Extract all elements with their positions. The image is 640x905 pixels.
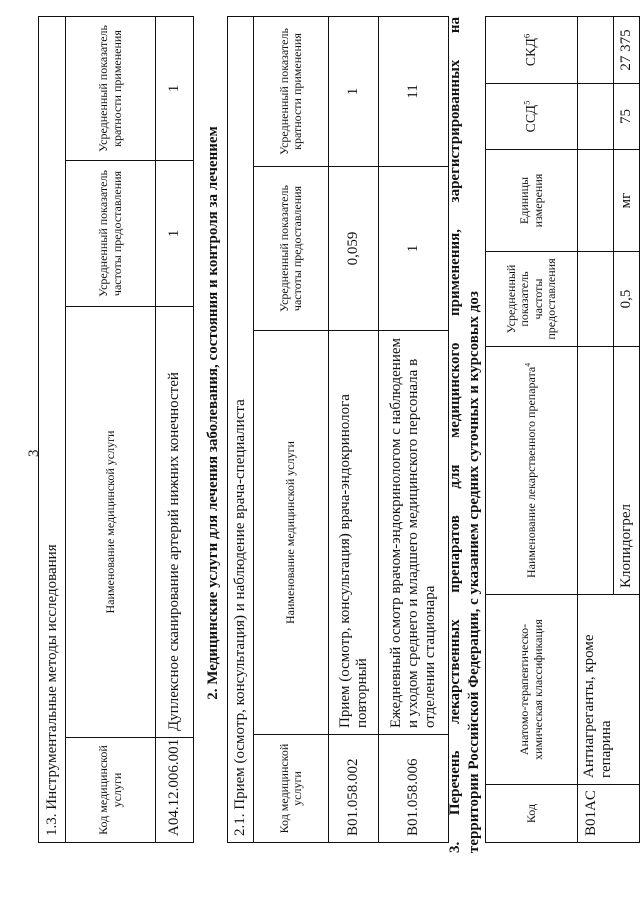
section-3-title-line2: территории Российской Федерации, с указанием средних суточных и курсовых доз xyxy=(466,291,482,853)
col-header-frequency: Усредненный показатель частоты предоставления xyxy=(66,161,156,307)
atc-group-name: Антиагреганты, кроме гепарина xyxy=(578,595,640,785)
section-2-title: 2. Медицинские услуги для лечения заболевания, состояния и контроля за лечением xyxy=(205,126,221,700)
table-row xyxy=(156,16,194,842)
service-name: Ежедневный осмотр врачом-эндокринологом с наблюдением и уходом среднего и младшего медицинского персонала в отделении стационара xyxy=(379,331,449,735)
col-header-multiplicity: Усредненный показатель кратности применения xyxy=(66,16,156,160)
frequency-value: 0,059 xyxy=(329,167,379,331)
atc-code: B01AC xyxy=(578,785,640,843)
service-code: B01.058.006 xyxy=(379,735,449,843)
multiplicity-value: 1 xyxy=(329,16,379,166)
section-1-3-title: 1.3. Инструментальные методы исследования xyxy=(39,16,66,842)
col-header-unit: Единицы измерения xyxy=(486,150,578,252)
page-number: 3 xyxy=(26,449,42,457)
table-row-group xyxy=(578,17,614,843)
table-row xyxy=(379,16,449,842)
col-header-code: Код медицинской услуги xyxy=(254,735,329,843)
footnote-mark: 6 xyxy=(521,33,531,39)
col-header-code: Код xyxy=(486,785,578,843)
col-header-name: Наименование медицинской услуги xyxy=(254,331,329,735)
col-header-multiplicity: Усредненный показатель кратности применения xyxy=(254,16,329,166)
skd-value: 27 375 xyxy=(614,17,640,84)
frequency-value: 1 xyxy=(379,167,449,331)
footnote-mark: 5 xyxy=(521,100,531,105)
service-code: B01.058.002 xyxy=(329,735,379,843)
section-3-title-line1: 3. Перечень лекарственных препаратов для медицинского применения, зарегистрированных на xyxy=(447,17,463,853)
col-header-frequency: Усредненный показатель частоты предоставления xyxy=(254,167,329,331)
service-name: Прием (осмотр, консультация) врача-эндокринолога повторный xyxy=(329,331,379,735)
col-header-drug: Наименование лекарственного препарата$^4$ xyxy=(486,347,578,595)
section-2-1-title: 2.1. Прием (осмотр, консультация) и наблюдение врача-специалиста xyxy=(228,16,254,842)
table-instrumental-methods xyxy=(38,16,194,843)
multiplicity-value: 11 xyxy=(379,16,449,166)
service-name: Дуплексное сканирование артерий нижних конечностей xyxy=(156,307,194,738)
table-specialist-visits xyxy=(227,16,449,843)
col-header-code: Код медицинской услуги xyxy=(66,738,156,843)
frequency-value: 1 xyxy=(156,161,194,307)
footnote-mark: 4 xyxy=(522,363,532,367)
col-header-frequency: Усредненный показатель частоты предоставления xyxy=(486,252,578,347)
table-medications xyxy=(485,16,640,843)
col-header-ssd: ССД$^5$ xyxy=(486,84,578,150)
col-header-atc: Анатомо-терапевтическо-химическая классификация xyxy=(486,595,578,785)
col-header-name: Наименование медицинской услуги xyxy=(66,307,156,738)
frequency-value: 0,5 xyxy=(614,252,640,347)
ssd-value: 75 xyxy=(614,84,640,150)
table-row xyxy=(329,16,379,842)
unit-value: мг xyxy=(614,150,640,252)
col-header-skd: СКД$^6$ xyxy=(486,17,578,84)
multiplicity-value: 1 xyxy=(156,16,194,160)
service-code: A04.12.006.001 xyxy=(156,738,194,843)
drug-name: Клопидогрел xyxy=(614,347,640,595)
